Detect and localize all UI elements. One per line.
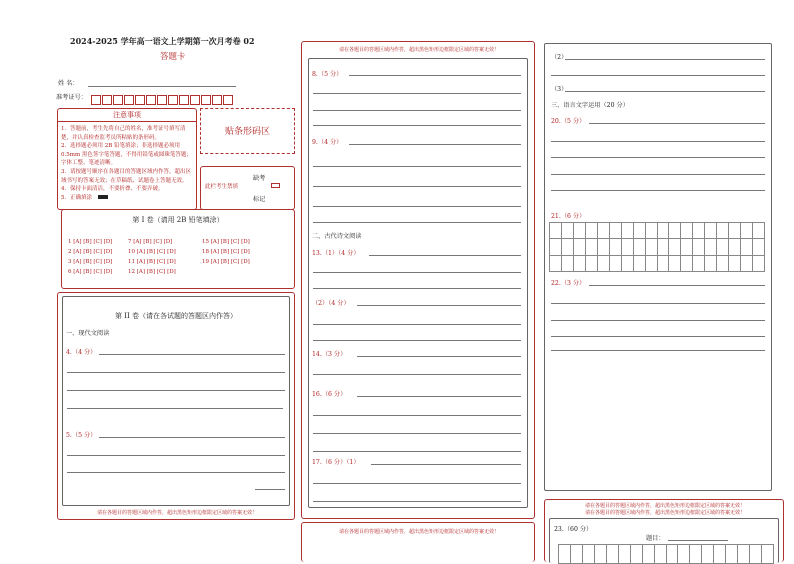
absent-box <box>200 166 295 210</box>
notice-title: 注意事项 <box>58 109 196 122</box>
q14-label: 14.（3 分） <box>312 351 347 358</box>
warning-text: 请在各题目的答题区域内作答，超出黑色矩形边框限定区域的答案无效！ <box>338 47 499 53</box>
topic-label: 题目： <box>646 535 665 542</box>
choice-row[interactable]: 10 [A] [B] [C] [D] <box>128 249 176 255</box>
q21-grid[interactable] <box>549 222 765 272</box>
q16-label: 16.（6 分） <box>312 391 347 398</box>
section1-box <box>61 209 295 289</box>
notice-item-4: 4．保持卡面清洁，不要折叠、不要弄破。 <box>61 186 164 193</box>
answer-sheet-subtitle: 答题卡 <box>160 52 186 62</box>
notice-item-3: 3．请按题号顺序在各题目的答题区域内作答，超出区域书写的答案无效；在草稿纸、试题卷上答题无效。 <box>61 168 192 184</box>
part1-heading: 一、现代文阅读 <box>66 330 110 337</box>
section1-title: 第 I 卷（请用 2B 铅笔填涂） <box>132 216 224 224</box>
absent-label: 此栏考生禁填 <box>205 184 239 190</box>
q9-label: 9.（4 分） <box>312 139 343 146</box>
warning-text: 请在各题目的答题区域内作答，超出黑色矩形边框限定区域的答案无效！ <box>584 503 745 509</box>
column2-box <box>301 41 535 519</box>
q5-label: 5.（5 分） <box>66 432 97 439</box>
choice-row[interactable]: 1 [A] [B] [C] [D] <box>68 239 113 245</box>
choice-row[interactable]: 15 [A] [B] [C] [D] <box>202 239 250 245</box>
choice-row[interactable]: 6 [A] [B] [C] [D] <box>68 269 113 275</box>
q8-label: 8.（5 分） <box>312 71 343 78</box>
section2-box <box>57 292 295 520</box>
notice-item-1: 1．答题前，考生先将自己的姓名，准考证号填写清楚，并认真检查监考员所粘贴的条形码。 <box>61 126 186 141</box>
section2-title: 第 II 卷（请在各试题的答题区内作答） <box>115 312 237 320</box>
barcode-label: 贴条形码区 <box>224 127 270 137</box>
notice-item-5: 5．正确填涂 <box>61 194 92 201</box>
choice-row[interactable]: 3 [A] [B] [C] [D] <box>68 259 113 265</box>
absent-mark-2: 标记 <box>253 196 266 203</box>
q23-label: 23.（60 分） <box>554 526 593 533</box>
ticket-number-boxes[interactable] <box>91 90 234 109</box>
notice-box <box>57 108 197 210</box>
choice-row[interactable]: 7 [A] [B] [C] [D] <box>128 239 173 245</box>
choice-row[interactable]: 12 [A] [B] [C] [D] <box>128 269 176 275</box>
absent-mark-1: 缺考 <box>253 175 266 182</box>
essay-grid[interactable] <box>558 544 774 564</box>
part-3-label: （3） <box>551 86 568 93</box>
barcode-area <box>200 108 295 154</box>
part-2-label: （2） <box>551 54 568 61</box>
q13-2-label: （2）（4 分） <box>312 300 350 307</box>
q13-1-label: 13.（1）（4 分） <box>312 250 360 257</box>
column2-bottom-box <box>301 522 535 562</box>
name-label: 姓 名： <box>58 80 79 87</box>
warning-text: 请在各题目的答题区域内作答，超出黑色矩形边框限定区域的答案无效！ <box>584 510 745 516</box>
q21-label: 21.（6 分） <box>551 213 586 220</box>
column3-bottom-box <box>544 499 784 562</box>
part2-heading: 二、古代诗文阅读 <box>312 233 362 240</box>
name-field[interactable] <box>88 86 236 87</box>
absent-checkbox[interactable] <box>271 183 280 188</box>
part3-heading: 三、语言文字运用（20 分） <box>551 102 629 109</box>
q20-label: 20.（5 分） <box>551 118 586 125</box>
filled-sample-mark <box>98 195 108 199</box>
q22-label: 22.（3 分） <box>551 280 586 287</box>
choice-row[interactable]: 2 [A] [B] [C] [D] <box>68 249 113 255</box>
q4-label: 4.（4 分） <box>66 349 97 356</box>
column3-box <box>544 43 772 491</box>
choice-row[interactable]: 19 [A] [B] [C] [D] <box>202 259 250 265</box>
warning-text: 请在各题目的答题区域内作答，超出黑色矩形边框限定区域的答案无效！ <box>96 510 257 516</box>
exam-title: 2024-2025 学年高一语文上学期第一次月考卷 02 <box>70 36 255 46</box>
choice-row[interactable]: 11 [A] [B] [C] [D] <box>128 259 176 265</box>
notice-item-2: 2．选择题必须用 2B 铅笔填涂；非选择题必须用 0.5mm 黑色签字笔答题，不得用铅笔或圆珠笔答题；字体工整、笔迹清晰。 <box>61 143 192 167</box>
q17-label: 17.（6 分）（1） <box>312 459 360 466</box>
ticket-label: 准考证号： <box>56 94 87 101</box>
warning-text: 请在各题目的答题区域内作答，超出黑色矩形边框限定区域的答案无效！ <box>338 529 499 535</box>
choice-row[interactable]: 18 [A] [B] [C] [D] <box>202 249 250 255</box>
